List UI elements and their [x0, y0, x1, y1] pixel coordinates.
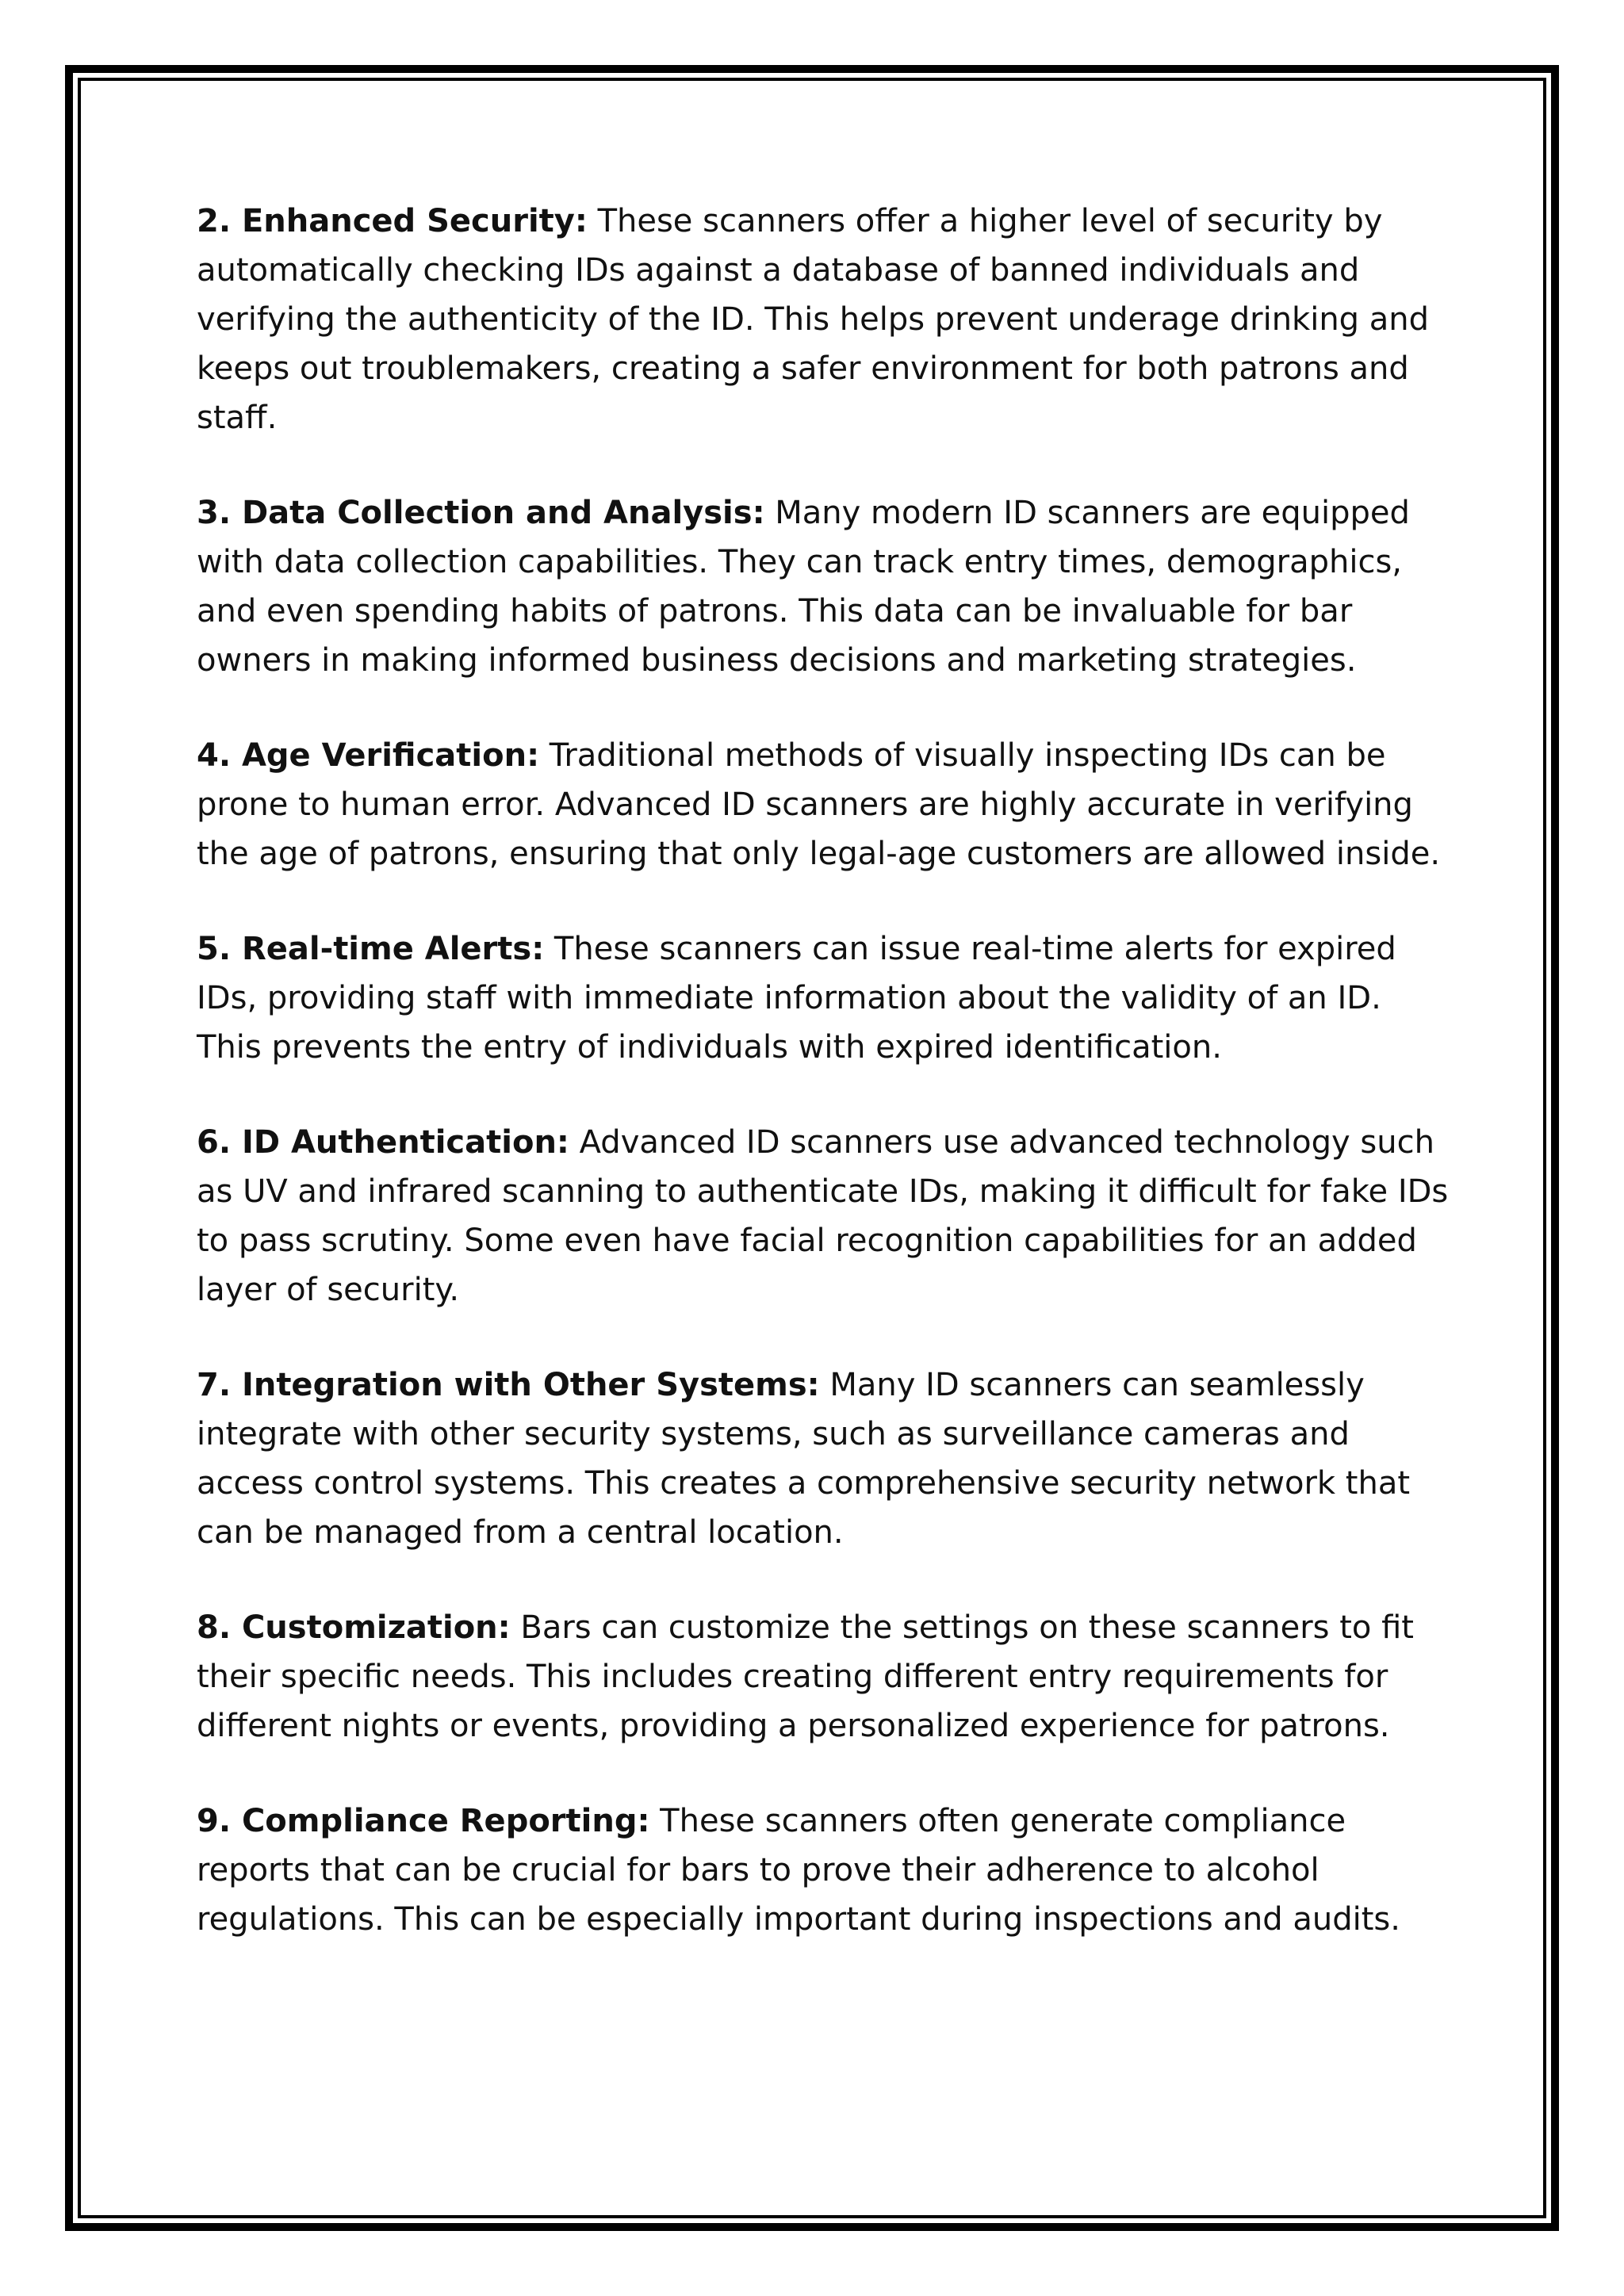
- item-text: These scanners offer a higher level of security by automatically checking IDs against a database of banned individuals and verifying the authenticity of the ID. This helps prevent underage drinking and keeps out troublemakers, creating a safer environment for both patrons and staff.: [197, 203, 1430, 436]
- item-title: 3. Data Collection and Analysis:: [197, 495, 765, 531]
- item-title: 9. Compliance Reporting:: [197, 1803, 650, 1839]
- item-text: Many ID scanners can seamlessly integrate with other security systems, such as surveillance cameras and access control systems. This creates a comprehensive security network that can be managed from a central location.: [197, 1367, 1411, 1551]
- list-item-compliance-reporting: [197, 1797, 1450, 1944]
- item-title: 7. Integration with Other Systems:: [197, 1367, 820, 1403]
- item-title: 4. Age Verification:: [197, 737, 540, 774]
- list-item-enhanced-security: [197, 197, 1450, 442]
- item-text: Bars can customize the settings on these scanners to fit their specific needs. This includes creating different entry requirements for different nights or events, providing a personalized experience for patrons.: [197, 1609, 1414, 1744]
- item-text: Many modern ID scanners are equipped with data collection capabilities. They can track entry times, demographics, and even spending habits of patrons. This data can be invaluable for bar owners in making informed business decisions and marketing strategies.: [197, 495, 1410, 679]
- list-item-age-verification: [197, 731, 1450, 878]
- document-body: [197, 197, 1450, 1990]
- item-title: 5. Real-time Alerts:: [197, 931, 545, 967]
- item-text: These scanners can issue real-time alerts for expired IDs, providing staff with immediate information about the validity of an ID. This prevents the entry of individuals with expired identification.: [197, 931, 1396, 1066]
- list-item-integration: [197, 1360, 1450, 1557]
- item-title: 8. Customization:: [197, 1609, 511, 1646]
- list-item-id-authentication: [197, 1118, 1450, 1314]
- item-title: 2. Enhanced Security:: [197, 203, 588, 239]
- item-title: 6. ID Authentication:: [197, 1124, 569, 1161]
- list-item-real-time-alerts: [197, 924, 1450, 1072]
- item-text: Traditional methods of visually inspecting IDs can be prone to human error. Advanced ID scanners are highly accurate in verifying the age of patrons, ensuring that only legal-age customers are allowed inside.: [197, 737, 1441, 872]
- item-text: Advanced ID scanners use advanced technology such as UV and infrared scanning to authenticate IDs, making it difficult for fake IDs to pass scrutiny. Some even have facial recognition capabilities for an added layer of security.: [197, 1124, 1449, 1308]
- item-text: These scanners often generate compliance reports that can be crucial for bars to prove their adherence to alcohol regulations. This can be especially important during inspections and audits.: [197, 1803, 1400, 1938]
- list-item-data-collection: [197, 488, 1450, 685]
- list-item-customization: [197, 1603, 1450, 1751]
